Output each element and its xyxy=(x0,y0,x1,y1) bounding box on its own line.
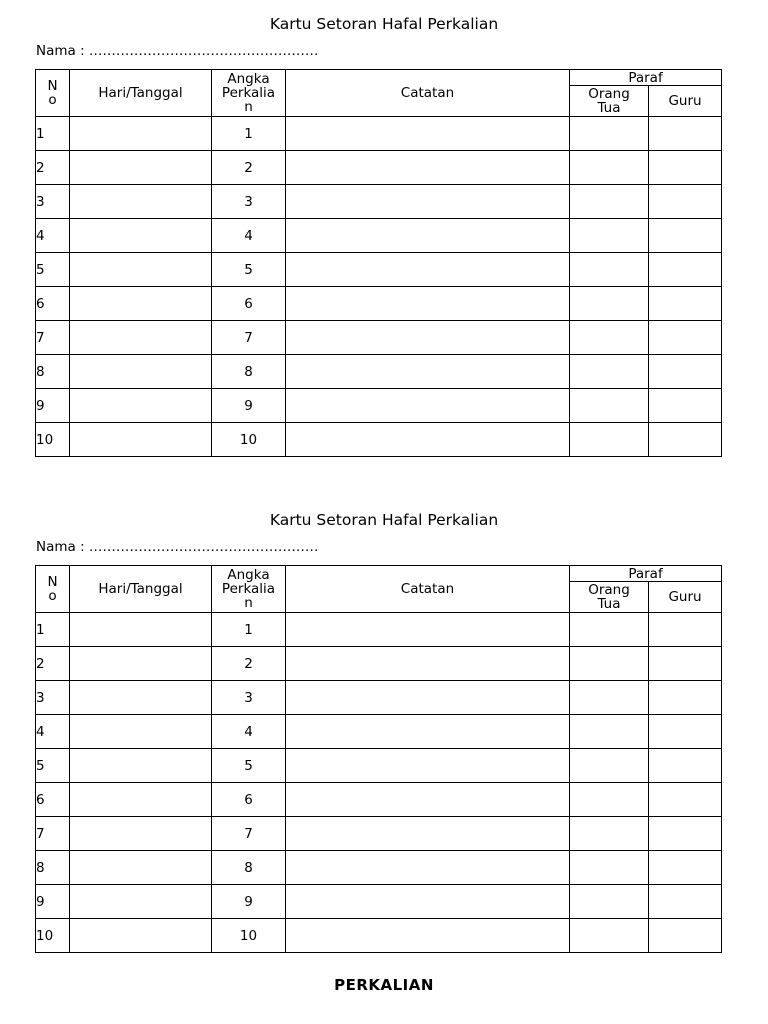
name-field-label: Nama : …………………………………………… xyxy=(36,539,319,555)
date-cell[interactable] xyxy=(70,185,212,219)
date-cell[interactable] xyxy=(70,613,212,647)
paraf-orang-tua-cell[interactable] xyxy=(570,151,649,185)
paraf-orang-tua-cell[interactable] xyxy=(570,321,649,355)
row-number: 4 xyxy=(36,219,70,253)
table-row xyxy=(36,715,722,749)
table-row xyxy=(36,613,722,647)
paraf-guru-cell[interactable] xyxy=(649,151,722,185)
angka-cell: 7 xyxy=(212,817,286,851)
header-angka: Angka Perkalia n xyxy=(212,566,286,613)
date-cell[interactable] xyxy=(70,151,212,185)
date-cell[interactable] xyxy=(70,423,212,457)
date-cell[interactable] xyxy=(70,749,212,783)
header-paraf: Paraf xyxy=(570,566,722,582)
table-row xyxy=(36,783,722,817)
angka-cell: 6 xyxy=(212,783,286,817)
paraf-orang-tua-cell[interactable] xyxy=(570,389,649,423)
paraf-guru-cell[interactable] xyxy=(649,715,722,749)
angka-cell: 7 xyxy=(212,321,286,355)
catatan-cell[interactable] xyxy=(286,613,570,647)
table-row xyxy=(36,919,722,953)
row-number: 5 xyxy=(36,749,70,783)
paraf-orang-tua-cell[interactable] xyxy=(570,715,649,749)
paraf-orang-tua-cell[interactable] xyxy=(570,885,649,919)
paraf-orang-tua-cell[interactable] xyxy=(570,613,649,647)
header-no: N o xyxy=(36,70,70,117)
row-number: 1 xyxy=(36,117,70,151)
date-cell[interactable] xyxy=(70,355,212,389)
catatan-cell[interactable] xyxy=(286,647,570,681)
paraf-orang-tua-cell[interactable] xyxy=(570,817,649,851)
angka-cell: 2 xyxy=(212,647,286,681)
date-cell[interactable] xyxy=(70,715,212,749)
angka-cell: 9 xyxy=(212,389,286,423)
date-cell[interactable] xyxy=(70,647,212,681)
table-row xyxy=(36,885,722,919)
paraf-guru-cell[interactable] xyxy=(649,783,722,817)
setoran-table xyxy=(35,69,722,457)
catatan-cell[interactable] xyxy=(286,783,570,817)
angka-cell: 10 xyxy=(212,423,286,457)
catatan-cell[interactable] xyxy=(286,715,570,749)
paraf-orang-tua-cell[interactable] xyxy=(570,919,649,953)
row-number: 9 xyxy=(36,885,70,919)
date-cell[interactable] xyxy=(70,219,212,253)
row-number: 3 xyxy=(36,185,70,219)
paraf-guru-cell[interactable] xyxy=(649,681,722,715)
date-cell[interactable] xyxy=(70,681,212,715)
table-row xyxy=(36,423,722,457)
table-row xyxy=(36,389,722,423)
catatan-cell[interactable] xyxy=(286,185,570,219)
row-number: 6 xyxy=(36,783,70,817)
header-catatan: Catatan xyxy=(286,70,570,117)
paraf-orang-tua-cell[interactable] xyxy=(570,851,649,885)
paraf-orang-tua-cell[interactable] xyxy=(570,287,649,321)
catatan-cell[interactable] xyxy=(286,389,570,423)
row-number: 7 xyxy=(36,321,70,355)
table-row xyxy=(36,817,722,851)
row-number: 8 xyxy=(36,851,70,885)
catatan-cell[interactable] xyxy=(286,919,570,953)
setoran-table xyxy=(35,565,722,953)
card-title: Kartu Setoran Hafal Perkalian xyxy=(269,511,499,529)
table-row xyxy=(36,117,722,151)
date-cell[interactable] xyxy=(70,885,212,919)
angka-cell: 4 xyxy=(212,715,286,749)
header-paraf: Paraf xyxy=(570,70,722,86)
date-cell[interactable] xyxy=(70,389,212,423)
footer-title: PERKALIAN xyxy=(334,976,434,994)
date-cell[interactable] xyxy=(70,817,212,851)
catatan-cell[interactable] xyxy=(286,355,570,389)
header-catatan: Catatan xyxy=(286,566,570,613)
paraf-guru-cell[interactable] xyxy=(649,219,722,253)
row-number: 9 xyxy=(36,389,70,423)
catatan-cell[interactable] xyxy=(286,423,570,457)
paraf-guru-cell[interactable] xyxy=(649,817,722,851)
date-cell[interactable] xyxy=(70,919,212,953)
header-date: Hari/Tanggal xyxy=(70,566,212,613)
paraf-guru-cell[interactable] xyxy=(649,919,722,953)
header-guru: Guru xyxy=(649,86,722,117)
paraf-guru-cell[interactable] xyxy=(649,851,722,885)
date-cell[interactable] xyxy=(70,783,212,817)
table-row xyxy=(36,647,722,681)
row-number: 1 xyxy=(36,613,70,647)
header-guru: Guru xyxy=(649,582,722,613)
table-row xyxy=(36,851,722,885)
table-row xyxy=(36,355,722,389)
paraf-guru-cell[interactable] xyxy=(649,423,722,457)
table-row xyxy=(36,287,722,321)
catatan-cell[interactable] xyxy=(286,219,570,253)
angka-cell: 2 xyxy=(212,151,286,185)
angka-cell: 1 xyxy=(212,613,286,647)
catatan-cell[interactable] xyxy=(286,287,570,321)
catatan-cell[interactable] xyxy=(286,749,570,783)
row-number: 10 xyxy=(36,423,70,457)
catatan-cell[interactable] xyxy=(286,885,570,919)
date-cell[interactable] xyxy=(70,117,212,151)
paraf-orang-tua-cell[interactable] xyxy=(570,681,649,715)
paraf-orang-tua-cell[interactable] xyxy=(570,749,649,783)
angka-cell: 8 xyxy=(212,355,286,389)
angka-cell: 5 xyxy=(212,253,286,287)
table-row xyxy=(36,321,722,355)
row-number: 2 xyxy=(36,151,70,185)
catatan-cell[interactable] xyxy=(286,117,570,151)
angka-cell: 8 xyxy=(212,851,286,885)
angka-cell: 1 xyxy=(212,117,286,151)
paraf-orang-tua-cell[interactable] xyxy=(570,219,649,253)
name-field-label: Nama : …………………………………………… xyxy=(36,43,319,59)
row-number: 7 xyxy=(36,817,70,851)
paraf-orang-tua-cell[interactable] xyxy=(570,647,649,681)
catatan-cell[interactable] xyxy=(286,253,570,287)
paraf-orang-tua-cell[interactable] xyxy=(570,423,649,457)
paraf-guru-cell[interactable] xyxy=(649,613,722,647)
catatan-cell[interactable] xyxy=(286,817,570,851)
table-row xyxy=(36,151,722,185)
angka-cell: 9 xyxy=(212,885,286,919)
paraf-orang-tua-cell[interactable] xyxy=(570,253,649,287)
header-no: N o xyxy=(36,566,70,613)
header-date: Hari/Tanggal xyxy=(70,70,212,117)
angka-cell: 5 xyxy=(212,749,286,783)
table-row xyxy=(36,219,722,253)
angka-cell: 4 xyxy=(212,219,286,253)
date-cell[interactable] xyxy=(70,253,212,287)
angka-cell: 6 xyxy=(212,287,286,321)
table-row xyxy=(36,681,722,715)
angka-cell: 10 xyxy=(212,919,286,953)
row-number: 8 xyxy=(36,355,70,389)
paraf-guru-cell[interactable] xyxy=(649,749,722,783)
row-number: 4 xyxy=(36,715,70,749)
catatan-cell[interactable] xyxy=(286,681,570,715)
row-number: 3 xyxy=(36,681,70,715)
paraf-orang-tua-cell[interactable] xyxy=(570,355,649,389)
table-row xyxy=(36,185,722,219)
header-angka: Angka Perkalia n xyxy=(212,70,286,117)
paraf-guru-cell[interactable] xyxy=(649,647,722,681)
paraf-guru-cell[interactable] xyxy=(649,321,722,355)
row-number: 10 xyxy=(36,919,70,953)
row-number: 6 xyxy=(36,287,70,321)
paraf-orang-tua-cell[interactable] xyxy=(570,783,649,817)
table-row xyxy=(36,749,722,783)
header-orang-tua: Orang Tua xyxy=(570,86,649,117)
paraf-guru-cell[interactable] xyxy=(649,253,722,287)
catatan-cell[interactable] xyxy=(286,151,570,185)
catatan-cell[interactable] xyxy=(286,321,570,355)
row-number: 5 xyxy=(36,253,70,287)
card-title: Kartu Setoran Hafal Perkalian xyxy=(269,15,499,33)
date-cell[interactable] xyxy=(70,321,212,355)
paraf-guru-cell[interactable] xyxy=(649,885,722,919)
date-cell[interactable] xyxy=(70,851,212,885)
catatan-cell[interactable] xyxy=(286,851,570,885)
header-orang-tua: Orang Tua xyxy=(570,582,649,613)
paraf-orang-tua-cell[interactable] xyxy=(570,185,649,219)
paraf-guru-cell[interactable] xyxy=(649,355,722,389)
paraf-guru-cell[interactable] xyxy=(649,389,722,423)
table-row xyxy=(36,253,722,287)
date-cell[interactable] xyxy=(70,287,212,321)
angka-cell: 3 xyxy=(212,681,286,715)
paraf-guru-cell[interactable] xyxy=(649,117,722,151)
angka-cell: 3 xyxy=(212,185,286,219)
paraf-guru-cell[interactable] xyxy=(649,185,722,219)
paraf-orang-tua-cell[interactable] xyxy=(570,117,649,151)
row-number: 2 xyxy=(36,647,70,681)
paraf-guru-cell[interactable] xyxy=(649,287,722,321)
